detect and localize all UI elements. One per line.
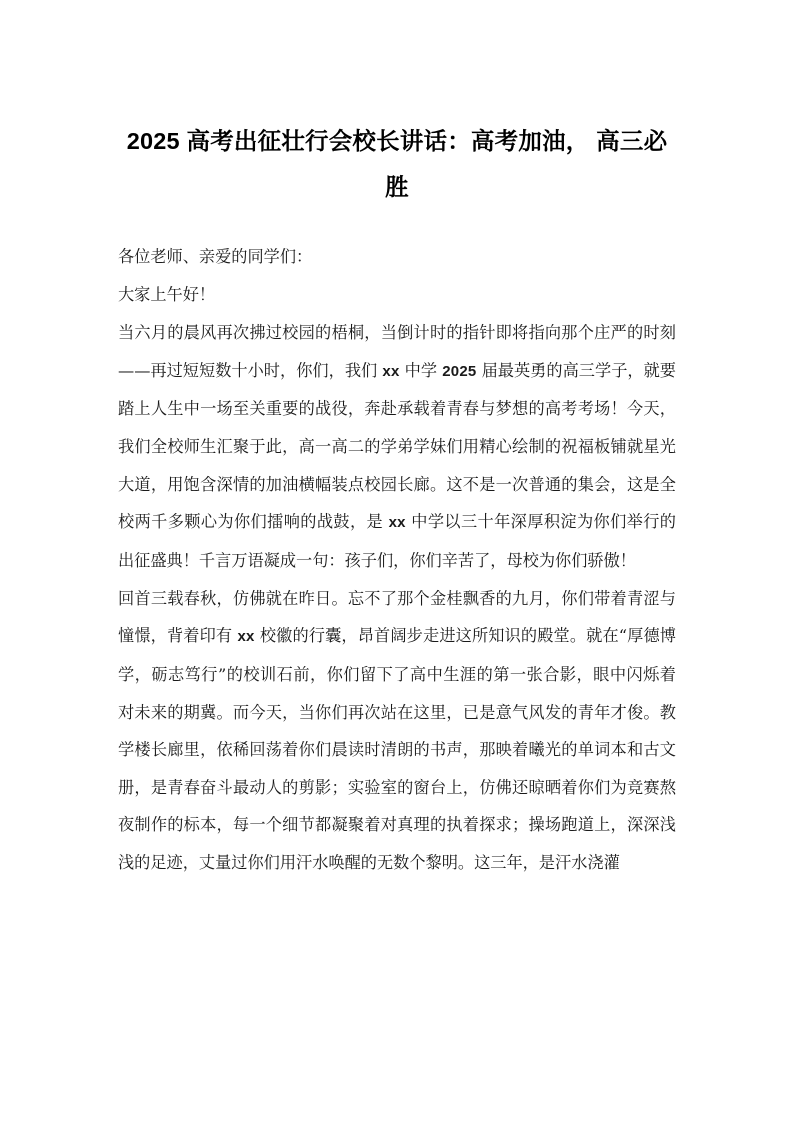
page-title-line-2: 高三必胜 <box>385 128 668 200</box>
salutation-line: 各位老师、亲爱的同学们： <box>118 247 313 266</box>
page-title-line-1: 2025 高考出征壮行会校长讲话：高考加油， <box>126 128 590 154</box>
latin-run: xx <box>382 362 400 380</box>
body-paragraph-2: 回首三载春秋，仿佛就在昨日。忘不了那个金桂飘香的九月，你们带着青涩与憧憬，背着印有 xx 校徽的行囊，昂首阔步走进这所知识的殿堂。就在“厚德博学，砺志笃行”的校训石前，你们留下了高中生涯的第一张合影，眼中闪烁着对未来的期冀。而今天，当你们再次站在这里，已是意气风发的青年才俊。教学楼长廊里，依稀回荡着你们晨读时清朗的书声，那映着曦光的单词本和古文册，是青春奋斗最动人的剪影；实验室的窗台上，仿佛还晾晒着你们为竞赛熬夜制作的标本，每一个细节都凝聚着对真理的执着探求；操场跑道上，深深浅浅的足迹，丈量过你们用汗水唤醒的无数个黎明。这三年，是汗水浇灌 <box>118 588 676 872</box>
greeting-line: 大家上午好！ <box>118 285 216 305</box>
latin-run: xx <box>237 628 255 646</box>
latin-run: 2025 <box>442 362 477 380</box>
document-content <box>118 118 676 882</box>
latin-run: 2025 <box>126 128 180 154</box>
body-paragraph-1: 当六月的晨风再次拂过校园的梧桐，当倒计时的指针即将指向那个庄严的时刻——再过短短数十小时，你们，我们 xx 中学 2025 届最英勇的高三学子，就要踏上人生中一场至关重要的战役，奔赴承载着青春与梦想的高考考场！今天，我们全校师生汇聚于此，高一高二的学弟学妹们用精心绘制的祝福板铺就星光大道，用饱含深情的加油横幅装点校园长廊。这不是一次普通的集会，这是全校两千多颗心为你们擂响的战鼓，是 xx 中学以三十年深厚积淀为你们举行的出征盛典！千言万语凝成一句：孩子们，你们辛苦了，母校为你们骄傲！ <box>118 323 676 570</box>
page-title <box>118 118 676 210</box>
latin-run: xx <box>388 514 406 532</box>
